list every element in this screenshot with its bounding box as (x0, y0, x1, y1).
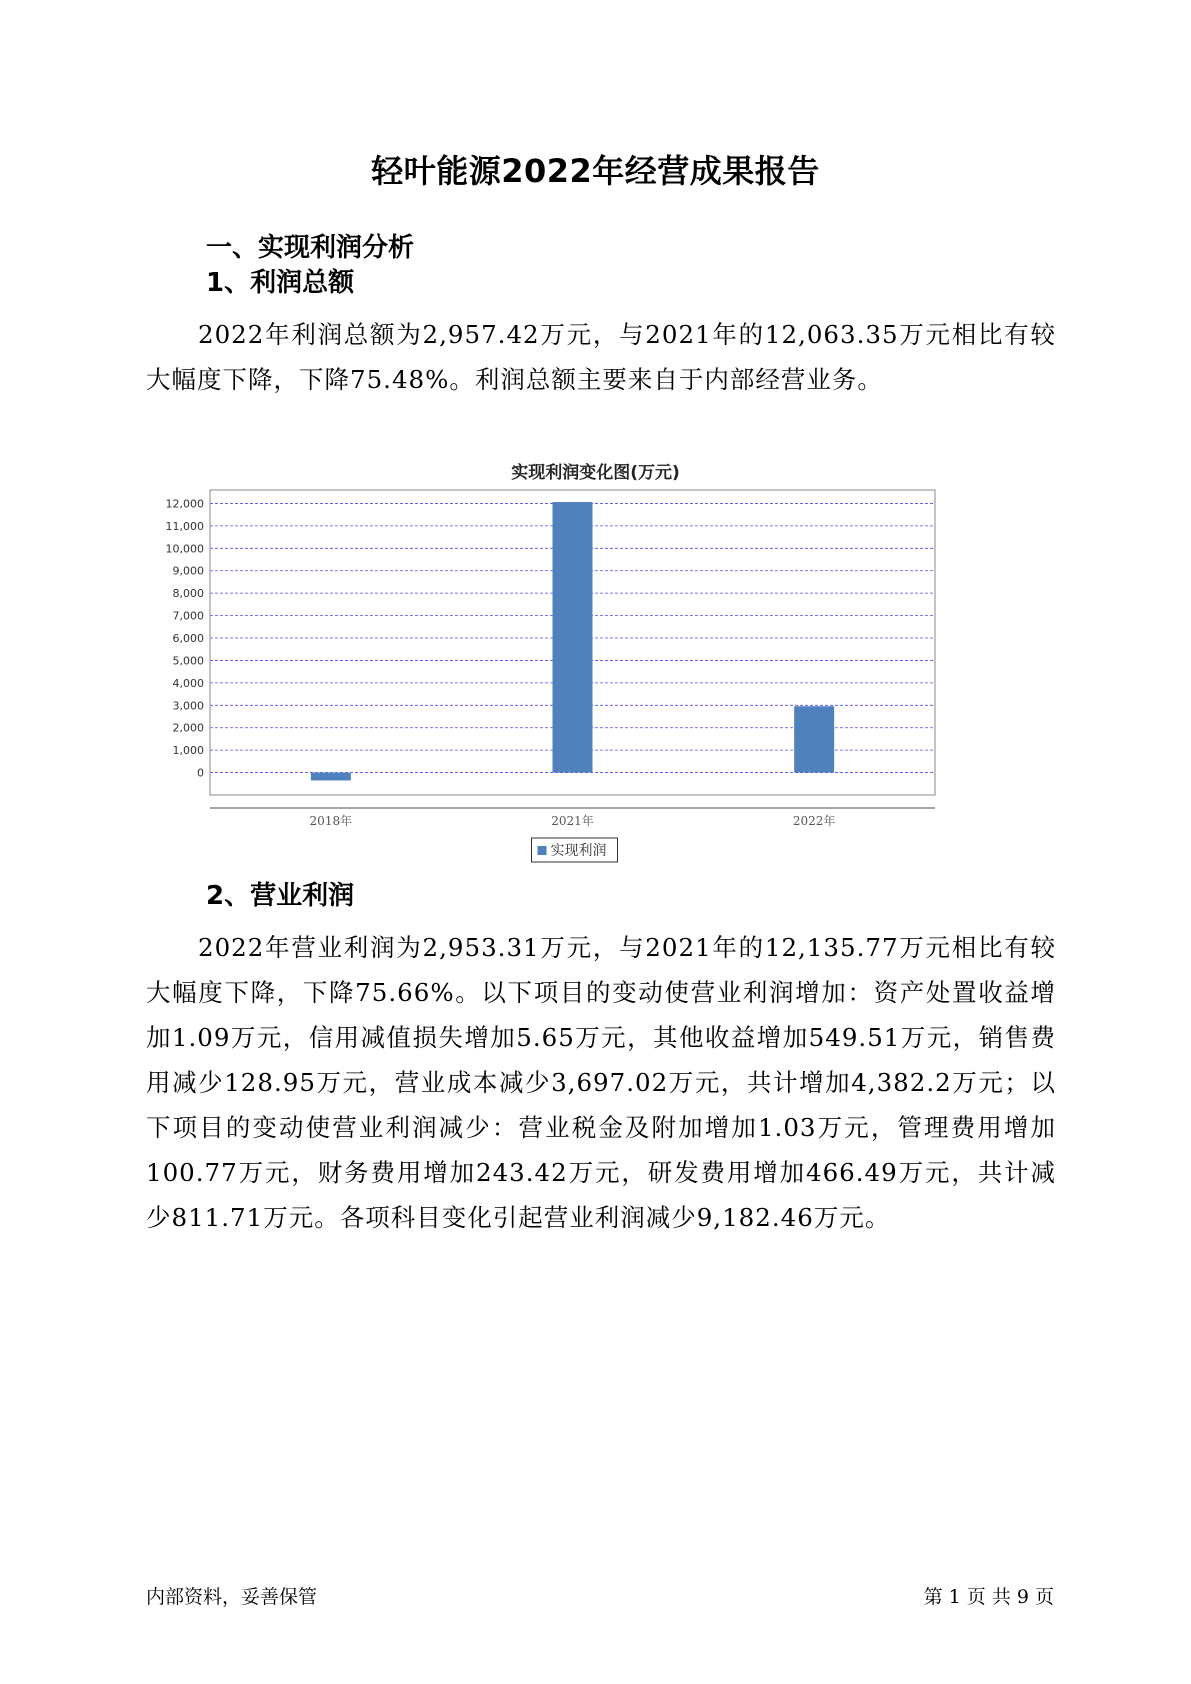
x-tick-label: 2022年 (792, 814, 836, 828)
chart-legend (532, 838, 618, 862)
y-tick-label: 0 (197, 766, 204, 780)
operating-profit-paragraph: 2022年营业利润为2,953.31万元，与2021年的12,135.77万元相比有较大幅度下降，下降75.66%。以下项目的变动使营业利润增加：资产处置收益增加1.09万元，信用减值损失增加5.65万元，其他收益增加549.51万元，销售费用减少128.95万元，营业成本减少3,697.02万元，共计增加4,382.2万元；以下项目的变动使营业利润减少：营业税金及附加增加1.03万元，管理费用增加100.77万元，财务费用增加243.42万元，研发费用增加466.49万元，共计减少811.71万元。各项科目变化引起营业利润减少9,182.46万元。 (146, 933, 1056, 1232)
y-tick-label: 8,000 (172, 587, 204, 601)
chart-x-ticks (310, 813, 836, 828)
footer-page-number: 第 1 页 共 9 页 (923, 1586, 1054, 1608)
bar-2018年 (311, 773, 351, 781)
bar-2022年 (794, 706, 834, 772)
total-profit-paragraph: 2022年利润总额为2,957.42万元，与2021年的12,063.35万元相比有较大幅度下降，下降75.48%。利润总额主要来自于内部经营业务。 (146, 320, 1056, 394)
y-tick-label: 2,000 (172, 721, 204, 735)
report-title: 轻叶能源2022年经营成果报告 (371, 152, 820, 190)
x-tick-label: 2021年 (551, 814, 594, 828)
chart-y-ticks (166, 497, 205, 779)
x-tick-label: 2018年 (309, 814, 353, 828)
y-tick-label: 9,000 (172, 564, 204, 578)
chart-bars (311, 502, 834, 780)
y-tick-label: 7,000 (172, 609, 204, 623)
chart-title: 实现利润变化图(万元) (511, 463, 680, 483)
y-tick-label: 6,000 (172, 632, 204, 646)
y-tick-label: 5,000 (172, 654, 204, 668)
y-tick-label: 1,000 (172, 744, 204, 758)
subsection-heading-operating-profit: 2、营业利润 (206, 881, 355, 911)
y-tick-label: 12,000 (165, 497, 204, 511)
y-tick-label: 10,000 (165, 542, 204, 556)
profit-bar-chart (150, 490, 960, 859)
legend-swatch (538, 846, 547, 855)
y-tick-label: 4,000 (172, 676, 204, 690)
y-tick-label: 3,000 (172, 699, 204, 713)
legend-label: 实现利润 (550, 843, 607, 859)
section-heading-profit-analysis: 一、实现利润分析 (206, 233, 415, 263)
subsection-heading-total-profit: 1、利润总额 (206, 268, 355, 298)
footer-confidential-note: 内部资料，妥善保管 (146, 1586, 318, 1608)
bar-2021年 (553, 502, 593, 773)
y-tick-label: 11,000 (165, 519, 204, 533)
